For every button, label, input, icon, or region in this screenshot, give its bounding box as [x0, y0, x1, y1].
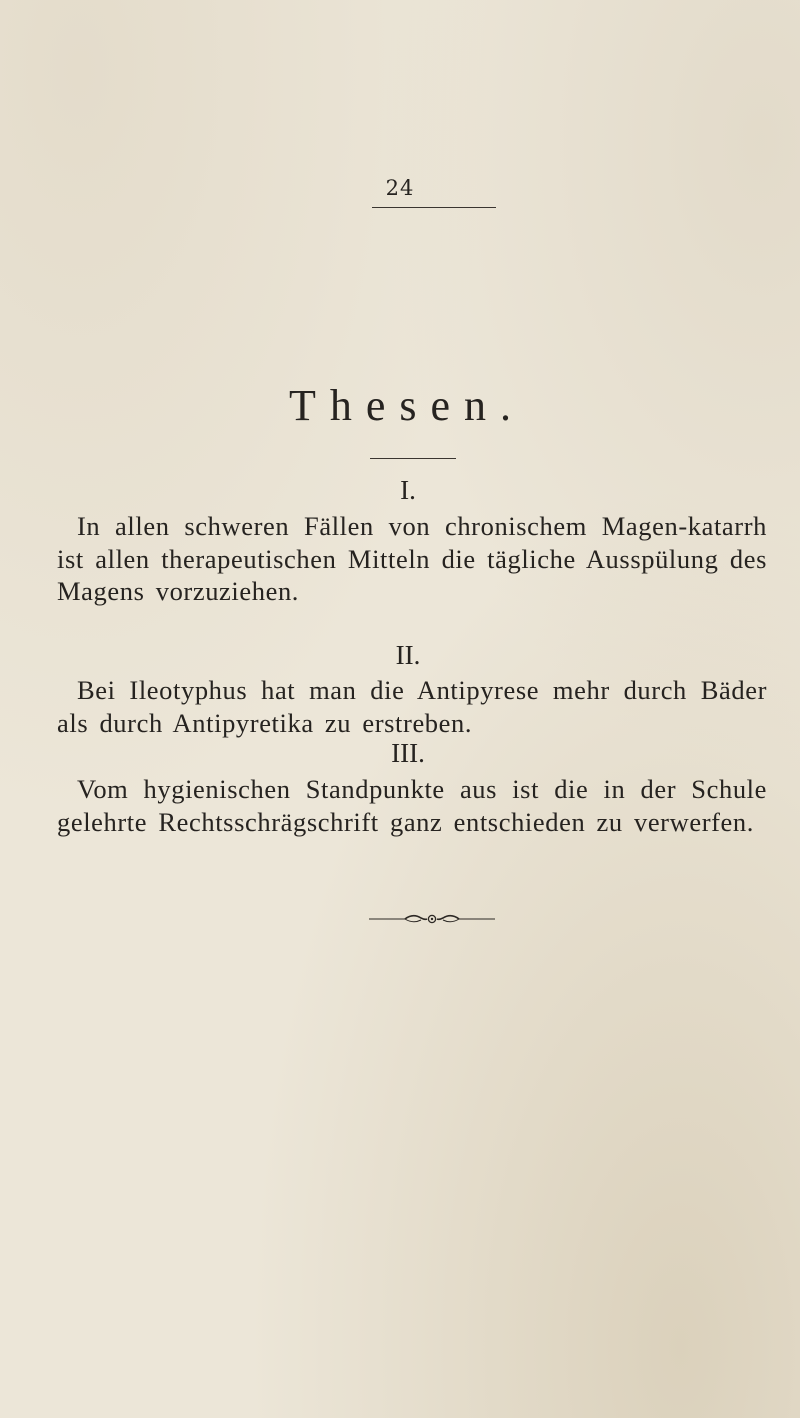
thesis-number-3: III.: [391, 738, 425, 768]
thesis-text-3: [57, 773, 767, 838]
header-rule: [372, 207, 496, 208]
thesis-number-1: I.: [400, 475, 416, 505]
title-rule: [370, 458, 456, 459]
thesis-body-3: Vom hygienischen Standpunkte aus ist die in der Schule gelehrte Rechtsschrägschrift ganz entschieden zu verwerfen.: [57, 774, 767, 837]
thesis-text-1: [57, 510, 767, 608]
thesis-number-2: II.: [395, 640, 421, 670]
page-title: Thesen.: [288, 381, 526, 430]
thesis-body-1: In allen schweren Fällen von chronischem Magen-katarrh ist allen therapeutischen Mitteln die tägliche Ausspülung des Magens vorzuziehen.: [57, 511, 767, 606]
thesis-body-2: Bei Ileotyphus hat man die Antipyrese mehr durch Bäder als durch Antipyretika zu erstreben.: [57, 675, 767, 738]
page-number: 24: [385, 176, 415, 200]
thesis-text-2: [57, 674, 767, 739]
closing-flourish-icon: [369, 912, 495, 926]
